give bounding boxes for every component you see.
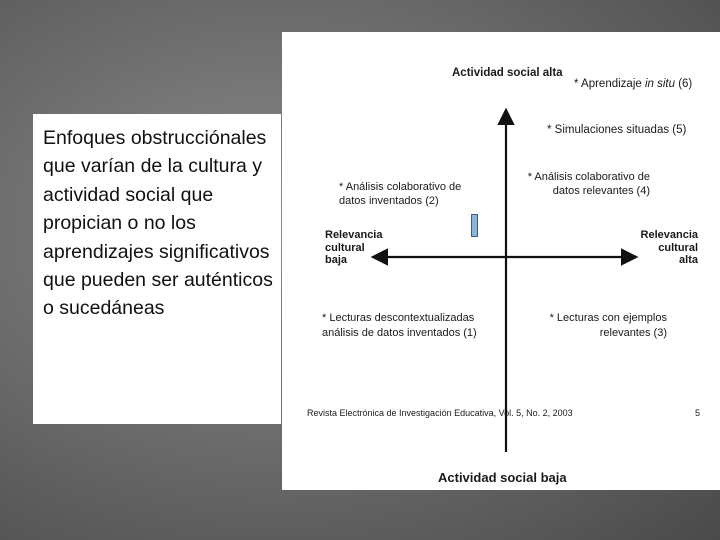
item-analisis-relevantes: * Análisis colaborativo de datos relevantes (4) [527, 171, 650, 197]
item-simulaciones-situadas: * Simulaciones situadas (5) [547, 124, 687, 136]
item-aprendizaje-prefix: * Aprendizaje [574, 78, 645, 90]
item-aprendizaje-italic: in situ [644, 78, 676, 90]
item-analisis-inventados: * Análisis colaborativo de datos inventados (2) [339, 181, 462, 207]
item-aprendizaje-suffix: (6) [675, 78, 693, 90]
item-aprendizaje-in-situ [574, 78, 692, 92]
body-text: Enfoques obstrucciónales que varían de la cultura y actividad social que propician o no los aprendizajes significativos que pueden ser auténticos o sucedáneas [43, 127, 273, 320]
text-panel [33, 114, 281, 424]
axis-top-label: Actividad social alta [452, 67, 563, 79]
footer-citation: Revista Electrónica de Investigación Educativa, Vol. 5, No. 2, 2003 [307, 408, 573, 418]
axis-bottom-label: Actividad social baja [438, 470, 567, 485]
axis-left-label: Relevancia cultural baja [325, 229, 383, 266]
position-marker [471, 214, 478, 237]
item-lecturas-descontextualizadas: * Lecturas descontextualizadas análisis de datos inventados (1) [322, 312, 477, 339]
diagram-panel [282, 32, 720, 490]
item-lecturas-con-ejemplos: * Lecturas con ejemplos relevantes (3) [549, 312, 667, 339]
axis-right-label: Relevancia cultural alta [640, 229, 698, 266]
footer-page-number: 5 [695, 408, 701, 418]
